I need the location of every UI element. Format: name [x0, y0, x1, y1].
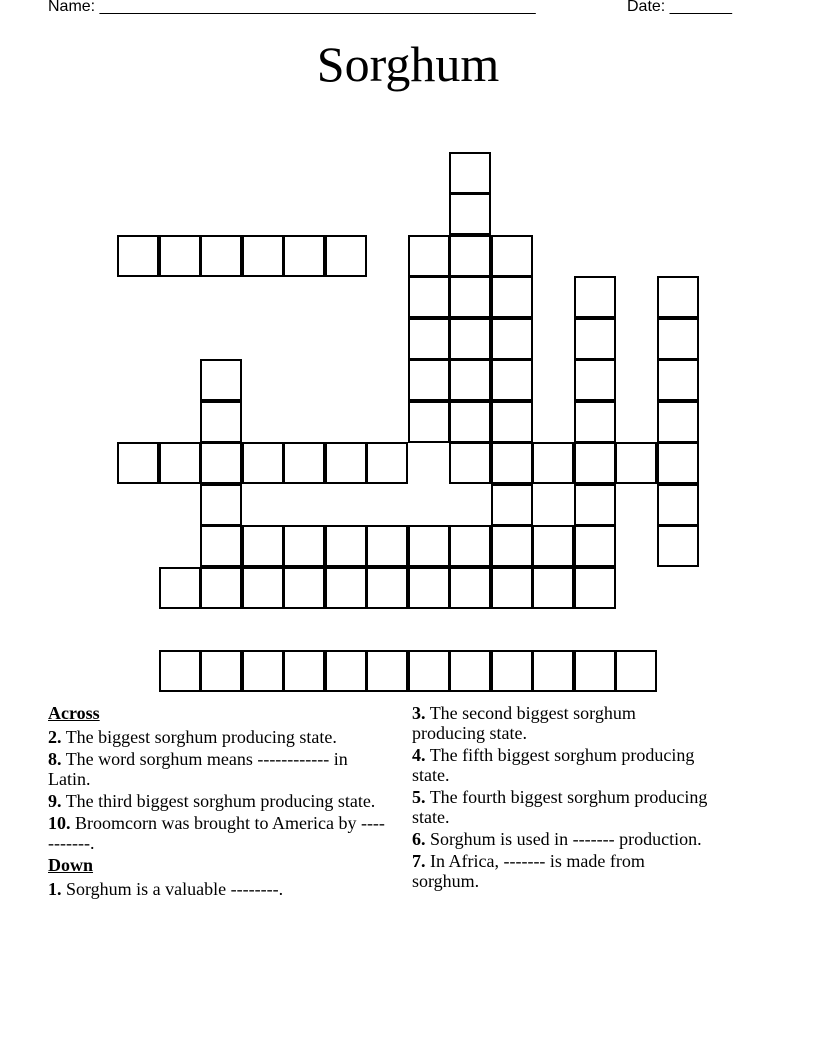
grid-cell[interactable] — [325, 650, 367, 692]
grid-cell[interactable] — [449, 442, 491, 484]
clue-across-8 — [48, 749, 388, 789]
grid-cell[interactable] — [449, 359, 491, 401]
grid-cell[interactable] — [408, 318, 450, 360]
grid-cell[interactable] — [200, 525, 242, 567]
grid-cell[interactable] — [325, 525, 367, 567]
grid-cell[interactable] — [366, 442, 408, 484]
grid-cell[interactable] — [532, 525, 574, 567]
clue-number: 6. — [412, 829, 426, 849]
grid-cell[interactable] — [283, 525, 325, 567]
grid-cell[interactable] — [366, 525, 408, 567]
clue-number: 2. — [48, 727, 62, 747]
grid-cell[interactable] — [657, 359, 699, 401]
grid-cell[interactable] — [574, 276, 616, 318]
grid-cell[interactable] — [491, 650, 533, 692]
grid-cell[interactable] — [200, 650, 242, 692]
grid-cell[interactable] — [449, 525, 491, 567]
grid-cell[interactable] — [242, 442, 284, 484]
grid-cell[interactable] — [574, 484, 616, 526]
grid-cell[interactable] — [283, 235, 325, 277]
grid-cell[interactable] — [491, 318, 533, 360]
clue-text: The fourth biggest sorghum producing state. — [412, 787, 708, 827]
across-heading: Across — [48, 703, 100, 723]
clues-column-right — [412, 703, 712, 893]
clue-number: 5. — [412, 787, 426, 807]
grid-cell[interactable] — [574, 401, 616, 443]
grid-cell[interactable] — [117, 442, 159, 484]
grid-cell[interactable] — [200, 235, 242, 277]
clue-text: The second biggest sorghum producing state. — [412, 703, 636, 743]
grid-cell[interactable] — [408, 235, 450, 277]
clue-down-6 — [412, 829, 712, 849]
grid-cell[interactable] — [449, 193, 491, 235]
grid-cell[interactable] — [200, 567, 242, 609]
grid-cell[interactable] — [657, 318, 699, 360]
grid-cell[interactable] — [283, 442, 325, 484]
grid-cell[interactable] — [449, 567, 491, 609]
grid-cell[interactable] — [449, 650, 491, 692]
grid-cell[interactable] — [574, 318, 616, 360]
grid-cell[interactable] — [242, 235, 284, 277]
clue-across-2 — [48, 727, 388, 747]
grid-cell[interactable] — [408, 525, 450, 567]
grid-cell[interactable] — [574, 359, 616, 401]
clue-down-5 — [412, 787, 712, 827]
clue-text: Sorghum is a valuable --------. — [66, 879, 284, 899]
name-blank[interactable]: _________________________________________________ — [99, 0, 536, 15]
clue-number: 7. — [412, 851, 426, 871]
grid-cell[interactable] — [491, 442, 533, 484]
name-label: Name: — [48, 0, 100, 15]
clues-column-left — [48, 703, 388, 901]
grid-cell[interactable] — [325, 442, 367, 484]
clue-number: 8. — [48, 749, 62, 769]
grid-cell[interactable] — [325, 567, 367, 609]
date-label: Date: — [627, 0, 670, 15]
grid-cell[interactable] — [283, 650, 325, 692]
page-title: Sorghum — [316, 36, 500, 92]
grid-cell[interactable] — [491, 359, 533, 401]
grid-cell[interactable] — [325, 235, 367, 277]
grid-cell[interactable] — [200, 442, 242, 484]
clue-number: 10. — [48, 813, 71, 833]
clue-down-4 — [412, 745, 712, 785]
grid-cell[interactable] — [491, 401, 533, 443]
grid-cell[interactable] — [283, 567, 325, 609]
grid-cell[interactable] — [159, 567, 201, 609]
clue-number: 4. — [412, 745, 426, 765]
clue-text: The biggest sorghum producing state. — [65, 727, 337, 747]
clue-number: 3. — [412, 703, 426, 723]
grid-cell[interactable] — [408, 276, 450, 318]
grid-cell[interactable] — [408, 359, 450, 401]
grid-cell[interactable] — [657, 276, 699, 318]
grid-cell[interactable] — [491, 567, 533, 609]
grid-cell[interactable] — [366, 650, 408, 692]
grid-cell[interactable] — [657, 484, 699, 526]
grid-cell[interactable] — [117, 235, 159, 277]
clue-number: 9. — [48, 791, 62, 811]
grid-cell[interactable] — [491, 235, 533, 277]
grid-cell[interactable] — [408, 650, 450, 692]
clue-text: In Africa, ------- is made from sorghum. — [412, 851, 645, 891]
grid-cell[interactable] — [615, 442, 657, 484]
clue-down-7 — [412, 851, 712, 891]
clue-down-1 — [48, 879, 388, 899]
grid-cell[interactable] — [242, 650, 284, 692]
grid-cell[interactable] — [408, 401, 450, 443]
grid-cell[interactable] — [159, 235, 201, 277]
grid-cell[interactable] — [159, 650, 201, 692]
grid-cell[interactable] — [532, 567, 574, 609]
grid-cell[interactable] — [242, 525, 284, 567]
grid-cell[interactable] — [615, 650, 657, 692]
grid-cell[interactable] — [449, 235, 491, 277]
grid-cell[interactable] — [200, 484, 242, 526]
grid-cell[interactable] — [574, 442, 616, 484]
name-field[interactable] — [48, 0, 536, 16]
grid-cell[interactable] — [491, 276, 533, 318]
clue-text: Broomcorn was brought to America by -----------. — [48, 813, 385, 853]
grid-cell[interactable] — [532, 650, 574, 692]
grid-cell[interactable] — [449, 401, 491, 443]
grid-cell[interactable] — [200, 401, 242, 443]
date-blank[interactable]: _______ — [669, 0, 732, 15]
grid-cell[interactable] — [159, 442, 201, 484]
grid-cell[interactable] — [449, 276, 491, 318]
grid-cell[interactable] — [449, 318, 491, 360]
clue-text: Sorghum is used in ------- production. — [430, 829, 702, 849]
grid-cell[interactable] — [242, 567, 284, 609]
down-heading: Down — [48, 855, 94, 875]
clue-down-3 — [412, 703, 712, 743]
clue-across-10 — [48, 813, 388, 853]
grid-cell[interactable] — [408, 567, 450, 609]
date-field[interactable] — [627, 0, 732, 16]
clue-text: The word sorghum means ------------ in Latin. — [48, 749, 348, 789]
grid-cell[interactable] — [449, 152, 491, 194]
grid-cell[interactable] — [657, 401, 699, 443]
grid-cell[interactable] — [366, 567, 408, 609]
grid-cell[interactable] — [574, 525, 616, 567]
grid-cell[interactable] — [491, 484, 533, 526]
grid-cell[interactable] — [574, 567, 616, 609]
grid-cell[interactable] — [491, 525, 533, 567]
grid-cell[interactable] — [657, 442, 699, 484]
grid-cell[interactable] — [532, 442, 574, 484]
clue-number: 1. — [48, 879, 62, 899]
clue-text: The fifth biggest sorghum producing state. — [412, 745, 695, 785]
clue-across-9 — [48, 791, 388, 811]
grid-cell[interactable] — [574, 650, 616, 692]
clue-text: The third biggest sorghum producing state. — [65, 791, 376, 811]
grid-cell[interactable] — [200, 359, 242, 401]
grid-cell[interactable] — [657, 525, 699, 567]
